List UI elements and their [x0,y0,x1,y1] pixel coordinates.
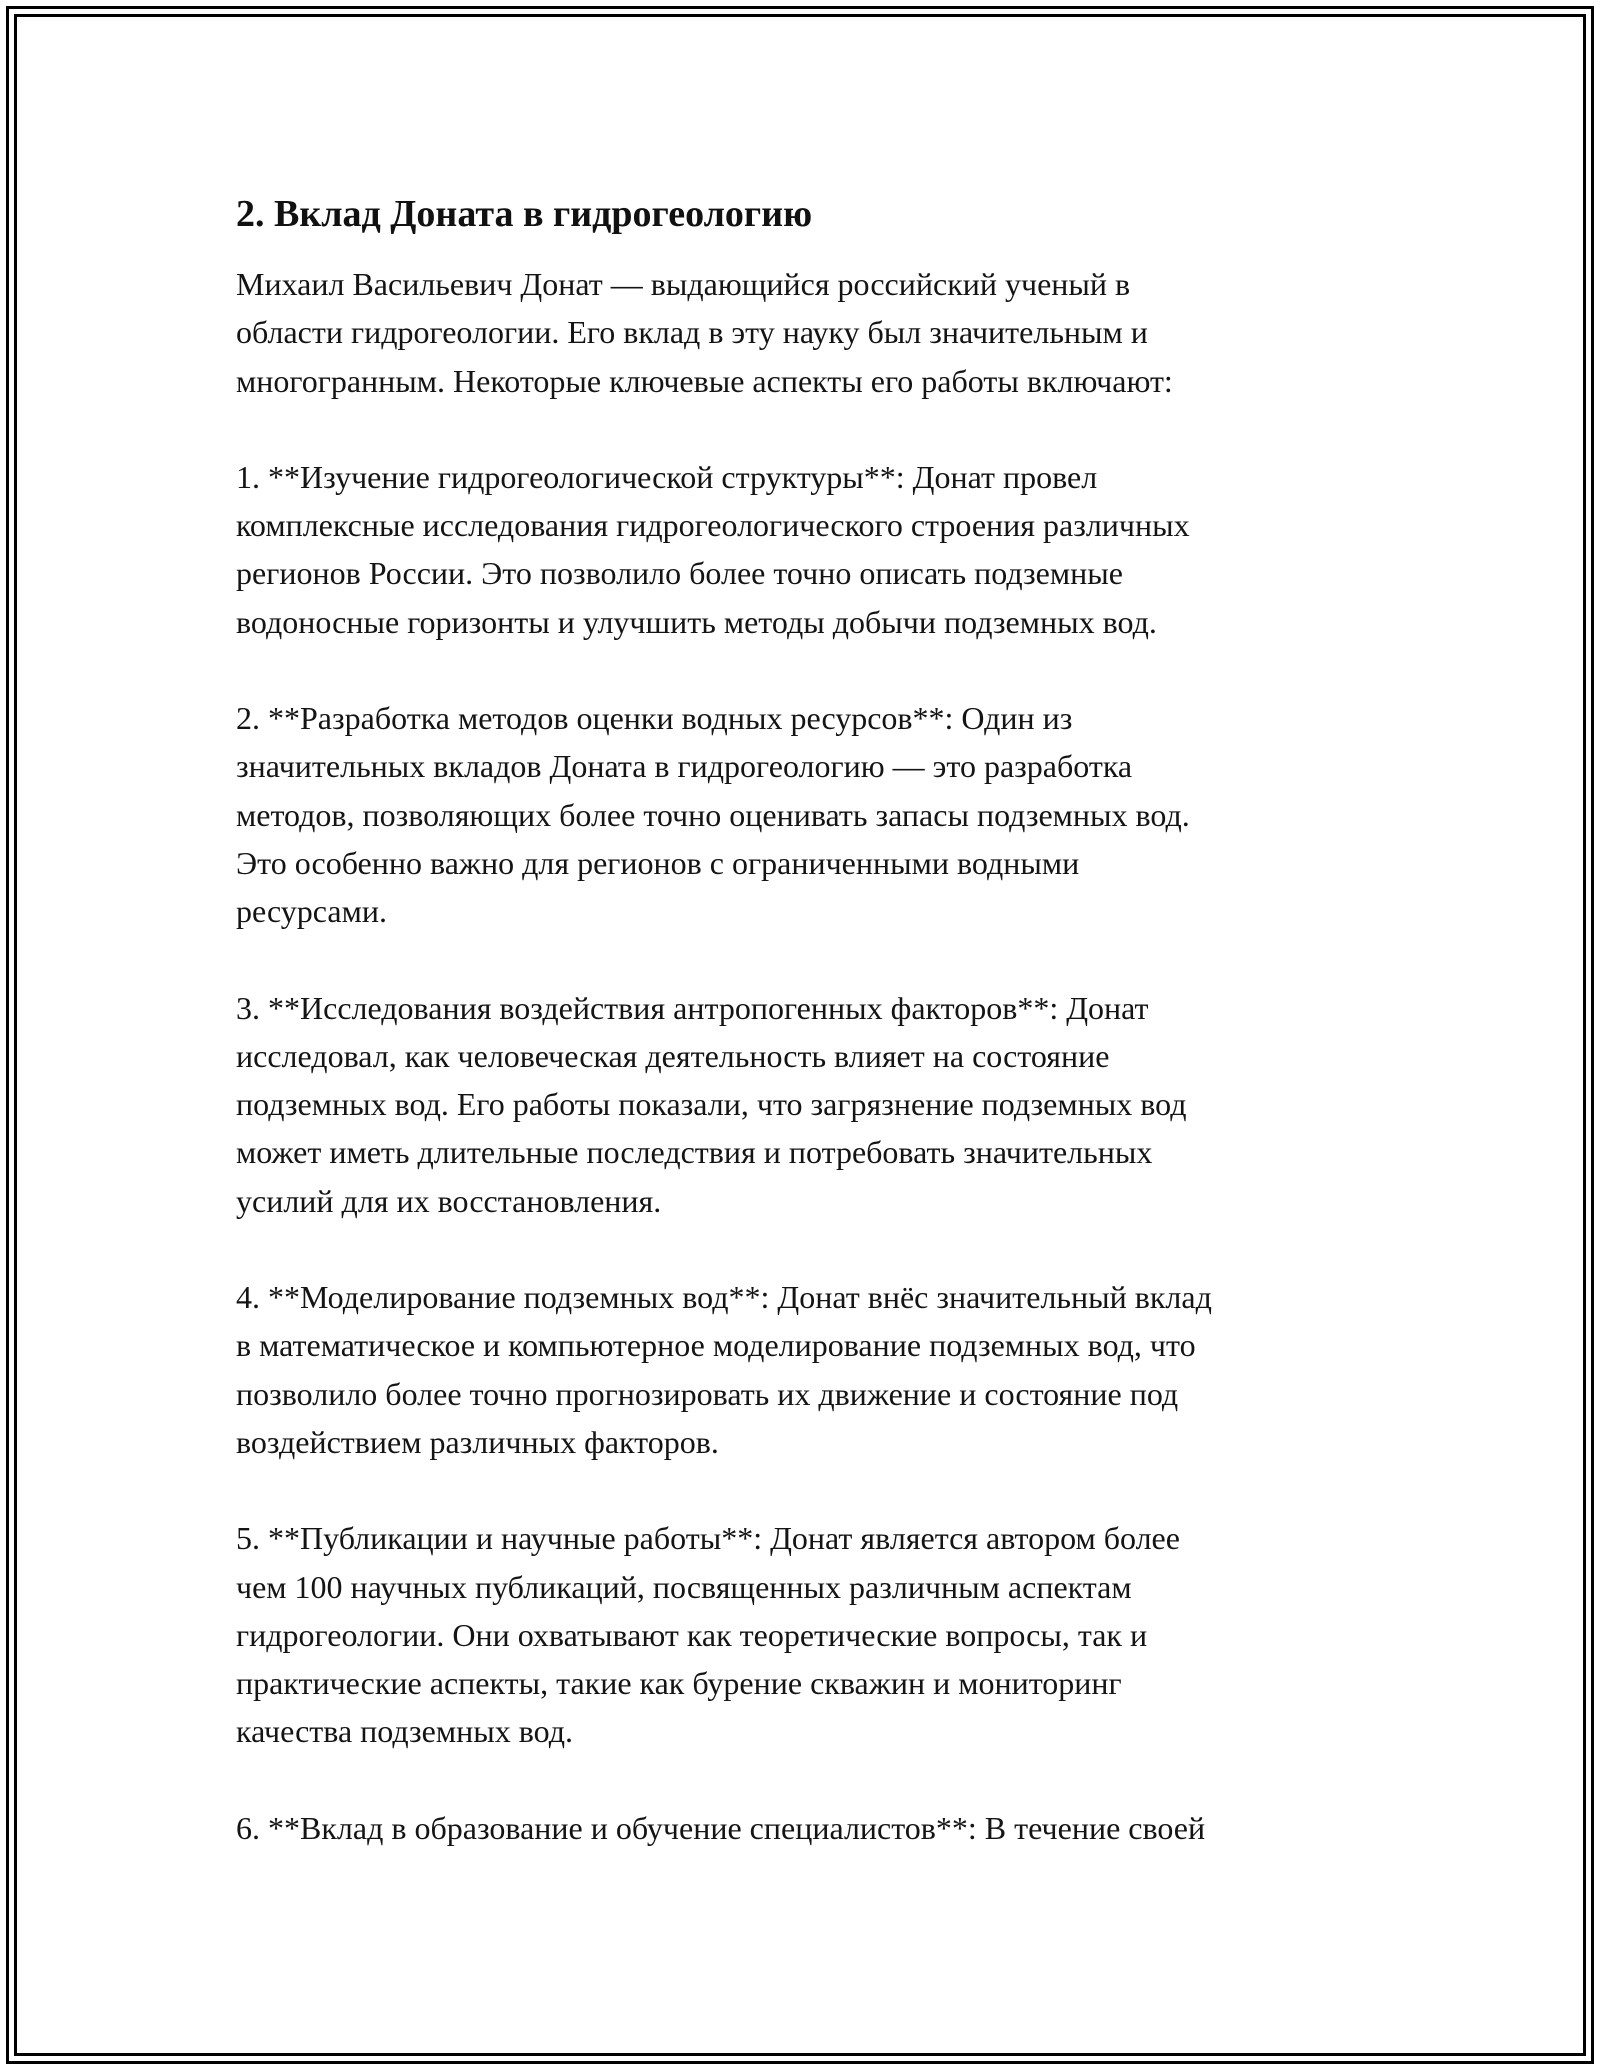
list-item-5 [236,1514,1376,1755]
text-line: 2. **Разработка методов оценки водных ресурсов**: Один из [236,700,1073,737]
text-line: подземных вод. Его работы показали, что загрязнение подземных вод [236,1086,1187,1123]
text-line: может иметь длительные последствия и потребовать значительных [236,1134,1153,1171]
text-line: позволило более точно прогнозировать их движение и состояние под [236,1375,1179,1412]
text-line: многогранным. Некоторые ключевые аспекты его работы включают: [236,362,1173,399]
text-line: водоносные горизонты и улучшить методы добычи подземных вод. [236,603,1157,640]
text-line: регионов России. Это позволило более точно описать подземные [236,555,1123,592]
text-line: области гидрогеологии. Его вклад в эту науку был значительным и [236,314,1148,351]
text-line: исследовал, как человеческая деятельность влияет на состояние [236,1037,1110,1074]
text-line: значительных вкладов Доната в гидрогеологию — это разработка [236,748,1133,785]
text-line: Это особенно важно для регионов с ограниченными водными [236,844,1080,881]
text-line: в математическое и компьютерное моделирование подземных вод, что [236,1327,1196,1364]
text-line: чем 100 научных публикаций, посвященных различным аспектам [236,1568,1132,1605]
list-item-1 [236,453,1376,646]
text-line: качества подземных вод. [236,1713,573,1750]
text-line: Михаил Васильевич Донат — выдающийся российский ученый в [236,266,1131,302]
text-line: практические аспекты, такие как бурение скважин и мониторинг [236,1665,1122,1702]
text-line: методов, позволяющих более точно оценивать запасы подземных вод. [236,796,1190,833]
document-body [236,190,1376,1900]
text-line: 4. **Моделирование подземных вод**: Донат внёс значительный вклад [236,1279,1212,1316]
text-line: ресурсами. [236,893,387,930]
list-item-3 [236,984,1376,1225]
list-item-6 [236,1804,1376,1852]
text-line: 1. **Изучение гидрогеологической структуры**: Донат провел [236,458,1098,495]
section-heading: 2. Вклад Доната в гидрогеологию [236,193,813,235]
text-line: 6. **Вклад в образование и обучение специалистов**: В течение своей [236,1809,1206,1846]
text-line: усилий для их восстановления. [236,1182,662,1219]
text-line: гидрогеологии. Они охватывают как теоретические вопросы, так и [236,1616,1148,1653]
list-item-2 [236,694,1376,935]
text-line: воздействием различных факторов. [236,1423,719,1460]
list-item-4 [236,1273,1376,1466]
text-line: 3. **Исследования воздействия антропогенных факторов**: Донат [236,989,1149,1026]
text-line: комплексные исследования гидрогеологического строения различных [236,507,1190,544]
text-line: 5. **Публикации и научные работы**: Донат является автором более [236,1520,1180,1557]
intro-paragraph [236,260,1376,405]
